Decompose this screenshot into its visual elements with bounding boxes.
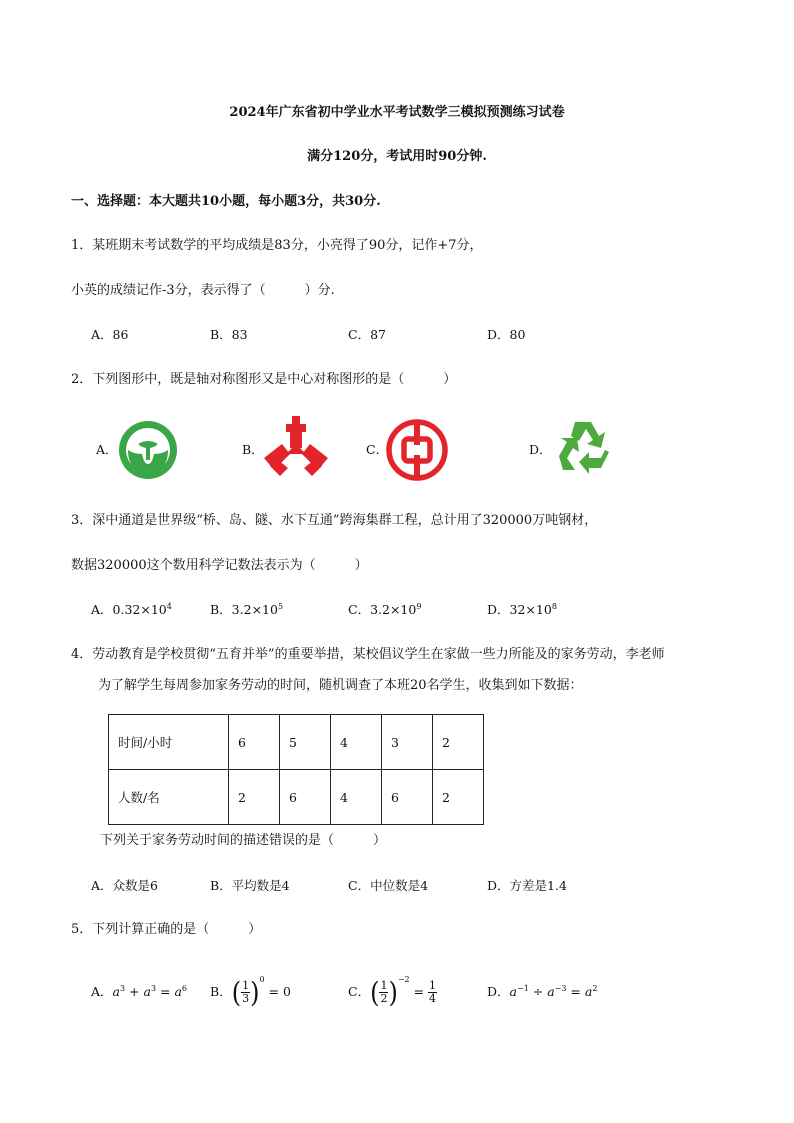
left-paren: (: [370, 976, 380, 1009]
q4-option-c[interactable]: C．中位数是4: [348, 878, 429, 893]
q4-option-d[interactable]: D．方差是1.4: [487, 878, 567, 893]
fraction: [428, 980, 437, 1005]
q1-option-d[interactable]: D．80: [487, 327, 526, 342]
math-exp: 0: [259, 975, 265, 984]
q5-line1: 5．下列计算正确的是（ ）: [71, 922, 262, 937]
math-var: a: [547, 984, 555, 999]
right-paren: ): [388, 976, 398, 1009]
q2-option-a[interactable]: A．: [96, 442, 118, 457]
q5-option-a[interactable]: [91, 983, 187, 1001]
table-row: [109, 715, 484, 770]
fraction: [379, 980, 388, 1005]
q5-option-d[interactable]: [487, 983, 597, 1001]
q3-option-a-exp: 4: [166, 602, 172, 611]
fraction-numerator: 1: [380, 979, 388, 992]
q4-option-a[interactable]: A．众数是6: [91, 878, 158, 893]
math-var: a: [584, 984, 593, 999]
q3-option-b-text: B．3.2×10: [210, 602, 278, 617]
math-exp: −3: [554, 984, 567, 993]
table-row: [109, 770, 484, 825]
q3-option-a[interactable]: [91, 601, 172, 619]
bank-of-china-logo-icon: [386, 419, 448, 481]
table-cell: 6: [280, 770, 331, 825]
table-cell: 6: [229, 715, 280, 770]
math-exp: 6: [181, 984, 188, 993]
q5-option-c-label: C．: [348, 984, 371, 999]
q2-option-b[interactable]: B．: [242, 442, 264, 457]
q5-option-d-label: D．: [487, 984, 510, 999]
math-exp: 2: [592, 984, 598, 993]
math-exp: 3: [150, 984, 157, 993]
fraction-denominator: 4: [429, 992, 437, 1005]
q1-option-b[interactable]: B．83: [210, 327, 248, 342]
math-op: =: [566, 984, 585, 999]
table-cell: 4: [331, 770, 382, 825]
q5-option-c[interactable]: [348, 968, 437, 1016]
labor-time-table: [108, 714, 484, 825]
q3-option-b-exp: 5: [277, 602, 284, 611]
right-paren: ): [250, 976, 260, 1009]
exam-subtitle: 满分120分，考试用时90分钟.: [307, 149, 487, 164]
math-op: ÷: [528, 984, 548, 999]
section-heading: 一、选择题：本大题共10小题，每小题3分，共30分.: [71, 194, 381, 209]
math-op: =: [156, 984, 175, 999]
table-cell: 2: [433, 770, 484, 825]
q3-line2: 数据320000这个数用科学记数法表示为（ ）: [71, 558, 368, 573]
fraction: [241, 980, 250, 1005]
q4-option-b[interactable]: B．平均数是4: [210, 878, 290, 893]
math-exp: −2: [397, 975, 410, 984]
table-cell: 人数/名: [109, 770, 229, 825]
q5-option-b-label: B．: [210, 984, 232, 999]
table-cell: 3: [382, 715, 433, 770]
left-paren: (: [231, 976, 242, 1009]
q4-line2: 为了解学生每周参加家务劳动的时间，随机调查了本班20名学生，收集到如下数据：: [98, 678, 583, 693]
q1-line2: 小英的成绩记作-3分，表示得了（ ）分.: [71, 283, 335, 298]
fraction-denominator: 3: [242, 992, 250, 1005]
fraction-denominator: 2: [380, 992, 388, 1005]
exam-title: 2024年广东省初中学业水平考试数学三模拟预测练习试卷: [229, 105, 565, 120]
q5-option-a-label: A．: [91, 984, 113, 999]
table-cell: 2: [433, 715, 484, 770]
q2-option-c[interactable]: C．: [366, 442, 389, 457]
q2-option-d[interactable]: D．: [529, 442, 552, 457]
math-var: a: [143, 984, 151, 999]
math-var: a: [112, 984, 120, 999]
fraction-numerator: 1: [429, 979, 437, 992]
math-op: =: [409, 984, 429, 999]
q4-line1: 4．劳动教育是学校贯彻“五育并举”的重要举措，某校倡议学生在家做一些力所能及的家务劳动，李老师: [71, 647, 665, 662]
q3-option-b[interactable]: [210, 601, 283, 619]
q1-line1: 1．某班期末考试数学的平均成绩是83分，小亮得了90分，记作+7分，: [71, 238, 483, 253]
q3-line1: 3．深中通道是世界级“桥、岛、隧、水下互通”跨海集群工程，总计用了320000万吨钢材，: [71, 513, 598, 528]
fraction-numerator: 1: [242, 979, 250, 992]
q3-option-c-exp: 9: [416, 602, 422, 611]
q1-option-a[interactable]: A．86: [91, 327, 129, 342]
table-cell: 6: [382, 770, 433, 825]
q3-option-c[interactable]: [348, 601, 421, 619]
math-var: a: [509, 984, 517, 999]
green-circle-logo-icon: [118, 420, 178, 480]
q1-option-c[interactable]: C．87: [348, 327, 386, 342]
math-op: +: [125, 984, 144, 999]
recycle-icon: [553, 416, 615, 478]
math-op: = 0: [264, 984, 291, 999]
q3-option-a-text: A．0.32×10: [91, 602, 167, 617]
math-exp: 3: [119, 984, 126, 993]
red-tri-figure-logo-icon: [262, 414, 330, 478]
table-cell: 2: [229, 770, 280, 825]
table-cell: 4: [331, 715, 382, 770]
math-exp: −1: [516, 984, 529, 993]
q2-line1: 2．下列图形中，既是轴对称图形又是中心对称图形的是（ ）: [71, 372, 457, 387]
q3-option-d-text: D．32×10: [487, 602, 552, 617]
table-cell: 5: [280, 715, 331, 770]
q4-line3: 下列关于家务劳动时间的描述错误的是（ ）: [100, 833, 387, 848]
q3-option-c-text: C．3.2×10: [348, 602, 417, 617]
q3-option-d-exp: 8: [551, 602, 557, 611]
math-var: a: [174, 984, 182, 999]
q5-option-b[interactable]: [210, 968, 291, 1016]
table-cell: 时间/小时: [109, 715, 229, 770]
q3-option-d[interactable]: [487, 601, 557, 619]
